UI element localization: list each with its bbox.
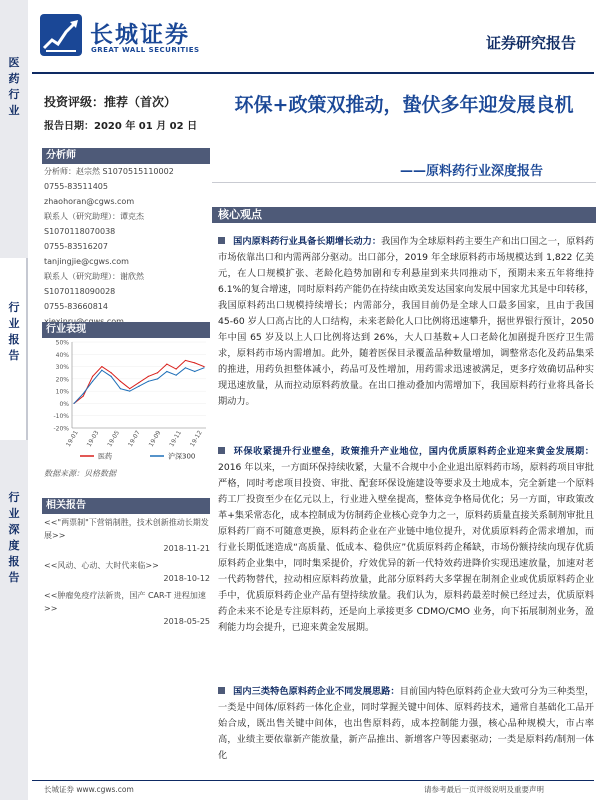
rail-char: 深: [8, 523, 20, 536]
chart-point: [203, 367, 204, 368]
paragraph-body: 目前国内特色原料药企业大致可分为三种类型，一类是中间体/原料药一体化企业，同时掌握关键中间体、原料药技术，通常自基础化工品开始合成，既出售关键中间体，也出售原料药，成本控制能力强，核心品种规模大，市占率高，业绩主要依靠新产能放量，新产品推出、新增客户等因素驱动；一类是原料药/制剂一体化: [218, 686, 595, 761]
analyst-list: [44, 164, 174, 329]
analyst-row: 联系人（研究助理）：谭克杰: [44, 212, 144, 221]
related-report-date: 2018-05-25: [163, 617, 210, 626]
chart-series-line: [74, 360, 204, 403]
chart-point: [148, 376, 149, 377]
chart-ytick-label: 20%: [55, 376, 69, 384]
related-report-date: 2018-11-21: [163, 544, 210, 553]
chart-point: [157, 372, 158, 373]
brand-name-en: GREAT WALL SECURITIES: [91, 46, 200, 54]
investment-rating: 投资评级：推荐（首次）: [44, 95, 177, 109]
chart-point: [111, 376, 112, 377]
bullet-icon: [218, 237, 225, 244]
chart-point: [194, 371, 195, 372]
chart-ytick-label: 40%: [55, 351, 69, 359]
chart-xtick-label: 19-01: [64, 429, 80, 449]
chart-point: [185, 367, 186, 368]
legend-label: 医药: [98, 452, 112, 461]
analyst-row[interactable]: tanjingjie@cgws.com: [44, 257, 129, 266]
brand-logo: [40, 14, 82, 56]
footer-website: 长城证券 www.cgws.com: [44, 785, 134, 794]
analyst-row: S1070118090028: [44, 287, 116, 296]
related-report-date: 2018-10-12: [163, 574, 210, 583]
related-reports-list: [44, 516, 210, 632]
paragraph-body: 我国作为全球原料药主要生产和出口国之一，原料药市场依靠出口和内需两部分驱动。出口部分，2019 年全球原料药市场规模达到 1,822 亿美元，在人口规模扩张、老龄化趋势加剧和专利悬崖到来共同推动下，预期未来五年将维持 6.1%的复合增速，同时原料药产能仍在持续由欧美发达国家向发展中国家尤其是中印转移，我国原料药出口规模持续增长；内需部分，我国目前仍是全球人口最多国家，且由于我国 45-60 岁人口高占比的人口结构，未来老龄化人口比例将迅速攀升，据世界银行预计，2050 年中国 65 岁及以上人口比例将达到 26%，大人口基数+人口老龄化加剧提升医疗卫生需求，原料药市场内需增加。此外，随着医保目录覆盖品种数量增加，调整常态化及药品集采的推进，用药负担整体减小，药品可及性增加，用药需求迅速被满足，更多疗效确切品种实现迅速放量，从而拉动原料药放量。在出口推动叠加内需增加下，我国原料药行业将具备长期动力。: [218, 236, 594, 407]
chart-point: [148, 381, 149, 382]
chart-xtick-label: 19-05: [106, 429, 122, 449]
bullet-icon: [218, 447, 225, 454]
chart-point: [138, 382, 139, 383]
performance-chart: [42, 336, 210, 462]
chart-point: [138, 386, 139, 387]
paragraph-body: 2016 年以来，一方面环保持续收紧，大量不合规中小企业退出原料药市场，原料药项目审批严格，同时考虑项目投资、审批、配套环保设施建设等要求及土地成本，完全新建一个原料药工厂投资至少在亿元以上，行业进入壁垒提高，整体竞争格局优化；另一方面，审政策改革+集采常态化，成本控制成为仿制药企业核心竞争力之一，原料药质量直接关系制剂审批且原料药厂商不可随意更换，原料药企业在产业链中地位提升，对优质原料药企需求增加，而行业长期低迷造成“高质量、低成本、稳供应”优质原料药企稀缺，市场份额持续向现存优质原料药企业集中，同时集采提价，疗效优异的新一代特效药进降价实现迅速放量，加速对老一代药物替代，拉动相应原料药放量，此部分原料药大多掌握在制剂企业或优质原料药企业手中，优质原料药企业产品有望持续放量。我们认为，原料药最差时候已经过去，优质原料药企未来不论是专注原料药，还是向上承接更多 CDMO/CMO 业务，向下拓展制剂业务，盈利能力均会提升，已迎来黄金发展期。: [218, 462, 594, 633]
rail-char: 药: [8, 72, 20, 85]
chart-ytick-label: -10%: [53, 413, 69, 421]
related-reports-heading: 相关报告: [42, 498, 210, 514]
analyst-row[interactable]: zhaohoran@cgws.com: [44, 197, 135, 206]
rail-label-report: [0, 300, 28, 364]
report-date: 报告日期：2020 年 01 月 02 日: [44, 121, 198, 132]
bullet-icon: [218, 687, 225, 694]
related-report-title: <<"两票制"下营销制胜，技术创新推动长期发展>>: [44, 518, 209, 540]
rail-char: 报: [8, 555, 20, 568]
core-paragraph-3: [218, 684, 594, 764]
analyst-heading: 分析师: [42, 148, 210, 164]
chart-point: [120, 381, 121, 382]
analyst-row: 0755-83660814: [44, 302, 108, 311]
core-paragraph-1: [218, 234, 594, 410]
chart-xtick-label: 19-03: [85, 429, 101, 449]
rail-char: 医: [8, 56, 20, 69]
paragraph-lead: 环保收紧提升行业壁垒，政策推升产业地位，国内优质原料药企业迎来黄金发展期：: [233, 446, 594, 457]
chart-point: [111, 372, 112, 373]
rail-char: 报: [8, 333, 20, 346]
chart-ytick-label: 10%: [55, 388, 69, 396]
rail-char: 行: [8, 491, 20, 504]
paragraph-lead: 国内三类特色原料药企业不同发展思路：: [233, 686, 400, 697]
chart-ytick-label: -20%: [53, 425, 69, 433]
related-report-item[interactable]: [44, 516, 210, 555]
chart-point: [92, 381, 93, 382]
chart-point: [129, 388, 130, 389]
chart-ytick-label: 30%: [55, 364, 69, 372]
chart-point: [101, 366, 102, 367]
chart-point: [120, 388, 121, 389]
chart-point: [166, 371, 167, 372]
chart-xtick-label: 19-07: [126, 429, 142, 449]
chart-xtick-label: 19-12: [188, 429, 204, 449]
analyst-row: 0755-83511405: [44, 182, 108, 191]
rail-char: 度: [8, 539, 20, 552]
analyst-row: 联系人（研究助理）：谢欣然: [44, 272, 144, 281]
related-report-title: <<风动、心动、大时代来临>>: [44, 561, 159, 570]
analyst-row: 0755-83516207: [44, 242, 108, 251]
core-paragraph-2: [218, 444, 594, 636]
chart-point: [176, 375, 177, 376]
report-title: 环保+政策双推动，蛰伏多年迎发展良机: [234, 94, 574, 116]
chart-point: [203, 366, 204, 367]
chart-ytick-label: 0%: [59, 400, 69, 408]
legend-label: 沪深300: [168, 452, 196, 461]
rail-label-industry: [0, 55, 28, 119]
chart-point: [176, 368, 177, 369]
rail-char: 业: [8, 317, 20, 330]
data-source: 数据来源：贝格数据: [44, 469, 116, 478]
chart-point: [157, 378, 158, 379]
chart-point: [194, 362, 195, 363]
chart-point: [83, 393, 84, 394]
report-type: 证券研究报告: [486, 34, 577, 52]
rail-char: 告: [8, 571, 20, 584]
chart-ytick-label: 50%: [55, 339, 69, 347]
chart-point: [185, 360, 186, 361]
rail-label-deep-report: [0, 490, 28, 586]
rail-char: 业: [8, 507, 20, 520]
analyst-row: 分析师：赵宗然 S1070515110002: [44, 167, 174, 176]
chart-series-line: [74, 368, 204, 404]
performance-heading: 行业表现: [42, 322, 210, 338]
chart-xtick-label: 19-09: [147, 429, 163, 449]
header-divider: [32, 72, 594, 74]
chart-point: [129, 391, 130, 392]
report-subtitle: ——原料药行业深度报告: [400, 164, 544, 179]
rail-char: 告: [8, 349, 20, 362]
brand-name-cn: 长城证券: [90, 22, 190, 48]
footer-disclaimer: 请参考最后一页评级说明及重要声明: [424, 785, 544, 794]
rail-char: 业: [8, 104, 20, 117]
footer-divider: [32, 780, 594, 781]
related-report-item[interactable]: [44, 589, 210, 628]
core-viewpoints-heading: 核心观点: [212, 207, 596, 223]
chart-point: [83, 395, 84, 396]
rail-char: 行: [8, 301, 20, 314]
related-report-item[interactable]: [44, 559, 210, 585]
paragraph-lead: 国内原料药行业具备长期增长动力：: [233, 236, 382, 247]
chart-point: [92, 376, 93, 377]
related-report-title: <<肿瘤免疫疗法新贵，国产 CAR-T 进程加速>>: [44, 591, 206, 613]
chart-xtick-label: 19-11: [168, 429, 184, 449]
rail-char: 行: [8, 88, 20, 101]
chart-point: [73, 403, 74, 404]
chart-point: [101, 370, 102, 371]
chart-point: [166, 364, 167, 365]
subtitle-divider: [212, 182, 596, 183]
analyst-row: S1070118070038: [44, 227, 116, 236]
